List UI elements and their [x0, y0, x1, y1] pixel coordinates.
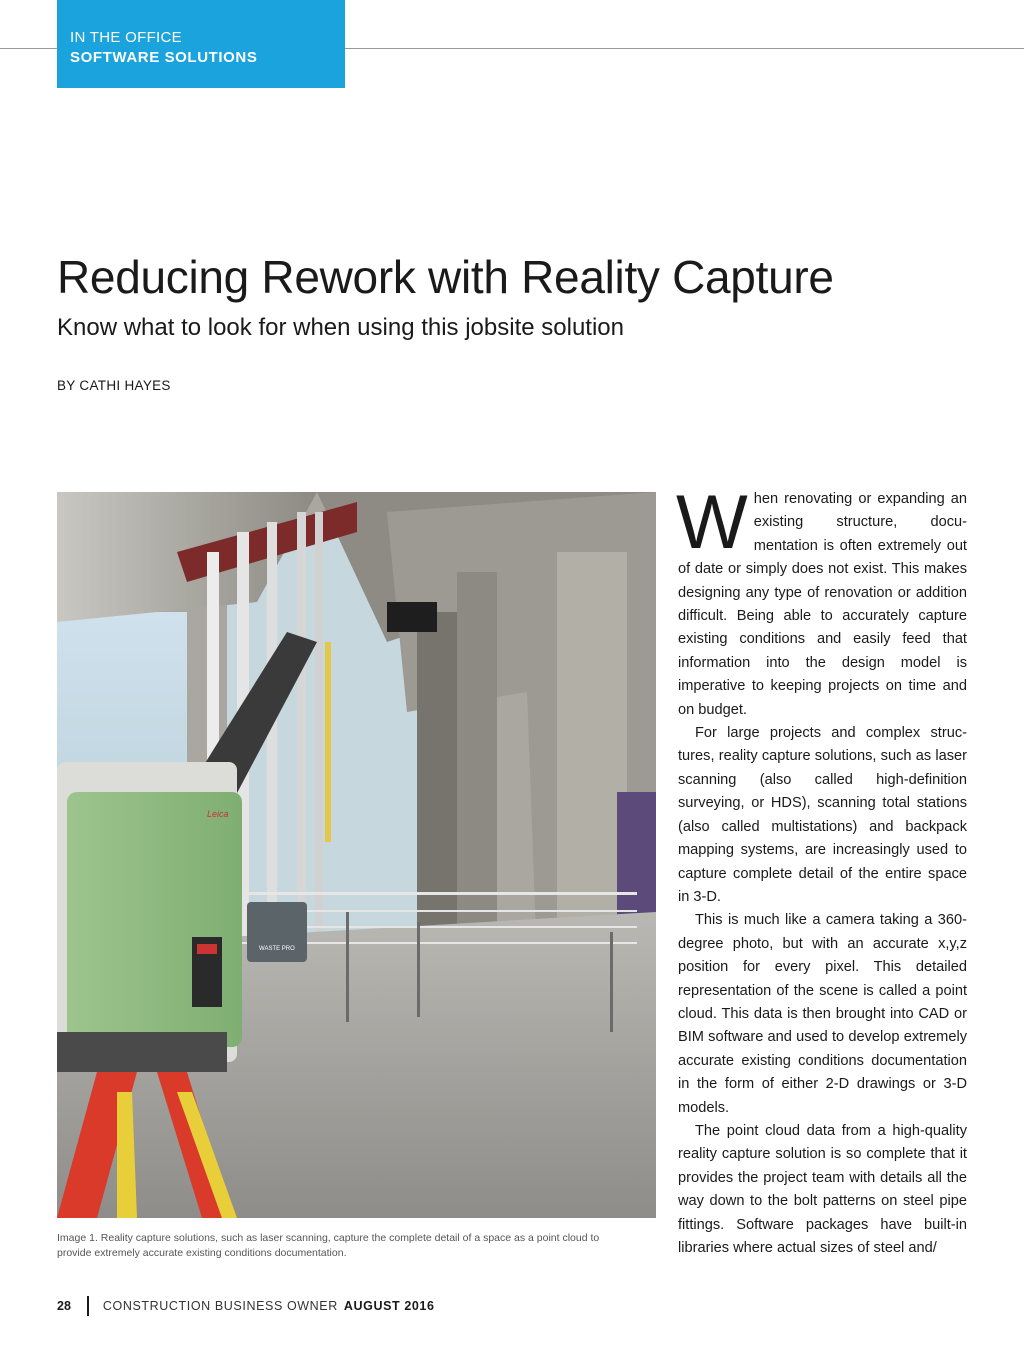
article-paragraph: The point cloud data from a high-quality reality capture solution is so complete that it provides the project team with details all the way down to the bolt patterns on steel pipe fittings. Software packages have built-in libraries where actual sizes of steel and/ [678, 1122, 967, 1256]
drop-cap: W [676, 480, 748, 565]
article-subtitle: Know what to look for when using this jobsite solution [57, 314, 624, 341]
article-paragraph: When renovating or expanding an existing structure, documentation is often extremely out of date or simply does not exist. This makes designing any type of renovation or addition difficult. Being able to accurately capture existing conditions and easily feed that information into the design model is imperative to keeping projects on time and on budget. [676, 480, 967, 718]
section-tab [57, 0, 345, 88]
section-label: IN THE OFFICE [70, 29, 182, 46]
article-photo [57, 492, 656, 1218]
page-footer [57, 1296, 435, 1316]
issue-date: AUGUST 2016 [343, 1299, 435, 1313]
article-body [676, 480, 967, 1260]
page-number: 28 [57, 1299, 71, 1313]
article-title: Reducing Rework with Reality Capture [57, 251, 834, 303]
figure-caption: Image 1. Reality capture solutions, such as laser scanning, capture the complete detail of a space as a point cloud to provide extremely accurate existing conditions documentation. [57, 1232, 600, 1259]
article-paragraph: For large projects and complex structures, reality capture solutions, such as laser scanning (also called high-definition surveying, or HDS), scanning total stations (also called multistations) and backpack mapping systems, are increasingly used to capture complete detail of the entire space in 3-D. [678, 725, 967, 905]
bin-label: WASTE PRO [259, 946, 295, 952]
scanner-brand: Leica [207, 809, 229, 819]
section-category: SOFTWARE SOLUTIONS [70, 49, 258, 66]
article-paragraph: This is much like a camera taking a 360-degree photo, but with an accurate x,y,z position for every pixel. This detailed representation of the scene is called a point cloud. This data is then brought into CAD or BIM software and used to develop extremely accurate existing conditions documentation in the form of either 2-D drawings or 3-D models. [678, 912, 967, 1116]
publication-name: CONSTRUCTION BUSINESS OWNER [102, 1299, 338, 1313]
byline: BY CATHI HAYES [57, 378, 171, 393]
footer-divider [87, 1296, 89, 1316]
